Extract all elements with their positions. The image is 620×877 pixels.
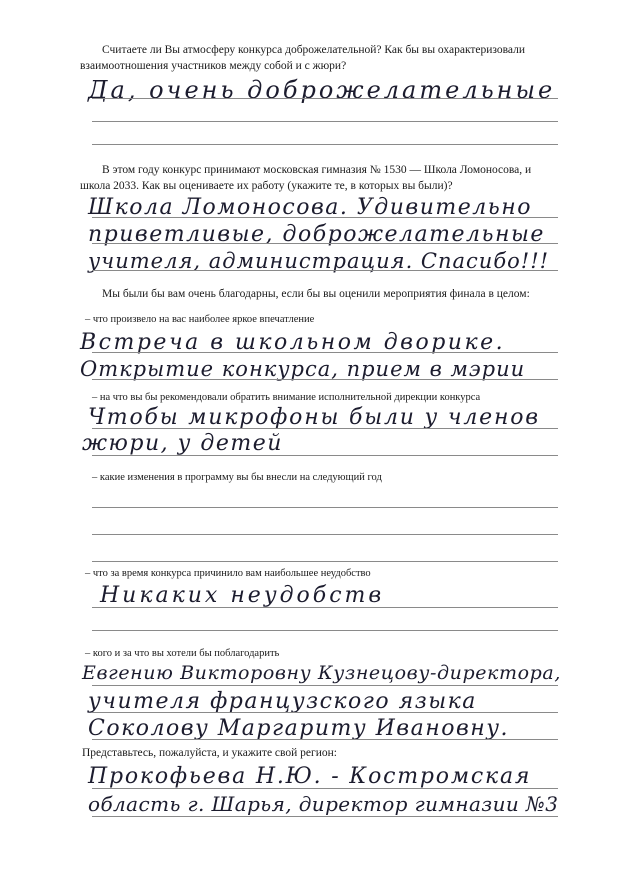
answer-line xyxy=(92,685,558,686)
answer-host-schools-line-1: Школа Ломоносова. Удивительно xyxy=(88,195,532,220)
answer-line xyxy=(92,534,558,535)
answer-brightest-impression-line-1: Встреча в школьном дворике. xyxy=(80,330,506,355)
answer-introduce-region-line-2: область г. Шарья, директор гимназии №3 xyxy=(88,792,559,816)
question-introduce-region: Представьтесь, пожалуйста, и укажите свой регион: xyxy=(82,747,337,759)
answer-inconvenience-line-1: Никаких неудобств xyxy=(100,583,385,608)
question-brightest-impression: – что произвело на вас наиболее яркое впечатление xyxy=(85,314,315,325)
question-inconvenience: – что за время конкурса причинило вам наибольшее неудобство xyxy=(85,568,371,579)
answer-line xyxy=(92,270,558,271)
answer-line xyxy=(92,121,558,122)
answer-line xyxy=(92,455,558,456)
answer-line xyxy=(92,352,558,353)
answer-line xyxy=(92,561,558,562)
answer-line xyxy=(92,428,558,429)
answer-thanks-line-2: учителя французского языка xyxy=(88,689,477,714)
answer-line xyxy=(92,379,558,380)
answer-line xyxy=(92,788,558,789)
question-program-changes: – какие изменения в программу вы бы внесли на следующий год xyxy=(92,472,382,483)
answer-line xyxy=(92,630,558,631)
question-atmosphere: Считаете ли Вы атмосферу конкурса доброжелательной? Как бы вы охарактеризовали взаимоотношения участников между собой и с жюри? xyxy=(80,44,526,72)
answer-introduce-region-line-1: Прокофьева Н.Ю. - Костромская xyxy=(88,764,532,789)
question-recommendations: – на что вы бы рекомендовали обратить внимание исполнительной дирекции конкурса xyxy=(92,392,481,403)
answer-line xyxy=(92,98,558,99)
question-final-events: Мы были бы вам очень благодарны, если бы вы оценили мероприятия финала в целом: xyxy=(102,288,530,300)
answer-line xyxy=(92,217,558,218)
answer-line xyxy=(92,607,558,608)
question-host-schools: В этом году конкурс принимают московская гимназия № 1530 — Школа Ломоносова, и школа 2033. Как вы оцениваете их работу (укажите те, в которых вы были)? xyxy=(80,164,532,192)
answer-host-schools-line-2: приветливые, доброжелательные xyxy=(88,222,545,247)
answer-recommendations-line-1: Чтобы микрофоны были у членов xyxy=(88,405,540,430)
answer-line xyxy=(92,507,558,508)
answer-atmosphere-line-1: Да, очень доброжелательные xyxy=(88,76,556,104)
question-thanks: – кого и за что вы хотели бы поблагодарить xyxy=(85,648,280,659)
answer-line xyxy=(92,739,558,740)
answer-line xyxy=(92,712,558,713)
answer-host-schools-line-3: учителя, администрация. Спасибо!!! xyxy=(88,249,550,273)
answer-thanks-line-3: Соколову Маргариту Ивановну. xyxy=(88,716,509,741)
answer-brightest-impression-line-2: Открытие конкурса, прием в мэрии xyxy=(80,357,526,381)
answer-line xyxy=(92,144,558,145)
answer-line xyxy=(92,816,558,817)
answer-thanks-line-1: Евгению Викторовну Кузнецову-директора, xyxy=(82,662,561,684)
answer-recommendations-line-2: жюри, у детей xyxy=(82,431,283,456)
answer-line xyxy=(92,243,558,244)
